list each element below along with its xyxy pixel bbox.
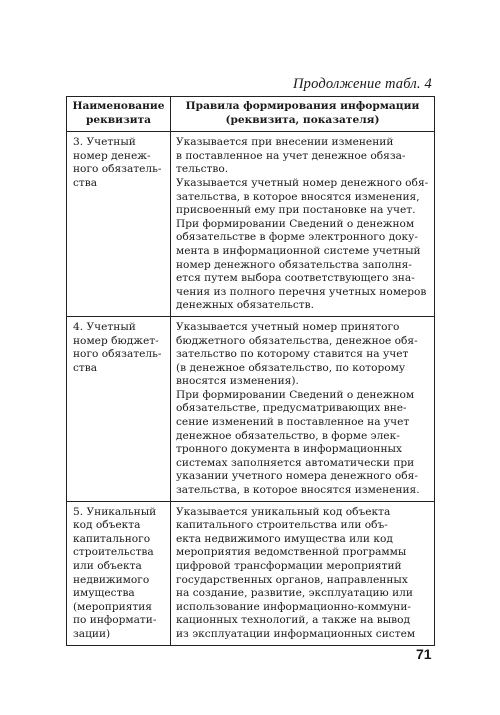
- rule-text-line: (в денежное обязательство, по которому: [176, 361, 406, 374]
- cell-text-line: номер денеж-: [73, 149, 151, 162]
- formation-rules-cell: [171, 316, 435, 501]
- rule-text-line: денежное обязательство, в форме элек-: [176, 429, 400, 442]
- rule-paragraph: [176, 218, 429, 313]
- cell-text-line: зации): [73, 627, 111, 640]
- rule-text-line: При формировании Сведений о денежном: [176, 388, 415, 401]
- page-number: 71: [416, 646, 432, 662]
- rule-text-line: номер денежного обязательства заполня-: [176, 258, 412, 271]
- rule-text-line: Указывается при внесении изменений: [176, 136, 394, 149]
- requisite-name-cell: [67, 316, 171, 501]
- cell-text-line: код объекта: [73, 519, 141, 532]
- rule-text-line: мероприятия ведомственной программы: [176, 546, 407, 559]
- rule-text-line: При формировании Сведений о денежном: [176, 217, 415, 230]
- cell-text-line: (мероприятия: [73, 600, 152, 613]
- cell-text-line: 5. Уникальный: [73, 505, 157, 518]
- rule-text-line: обязательстве в форме электронного доку-: [176, 231, 418, 244]
- cell-text-line: по информати-: [73, 614, 157, 627]
- cell-text-line: реквизита: [85, 113, 152, 126]
- formation-rules-cell: [171, 501, 435, 645]
- rule-paragraph: [176, 321, 429, 389]
- rule-text-line: чения из полного перечня учетных номеров: [176, 285, 427, 298]
- cell-text-line: Наименование: [72, 100, 165, 112]
- cell-text-line: Правила формирования информации: [185, 100, 420, 112]
- cell-text-line: 3. Учетный: [73, 136, 136, 149]
- requisites-table: [66, 96, 435, 646]
- rule-text-line: екта недвижимого имущества или код: [176, 532, 393, 545]
- formation-rules-cell: [171, 132, 435, 317]
- table-row: [67, 132, 435, 317]
- rule-text-line: зательства, в которое вносятся изменения,: [176, 190, 420, 203]
- rule-paragraph: [176, 136, 429, 177]
- rule-text-line: указании учетного номера денежного обя-: [176, 470, 418, 483]
- rule-text-line: сение изменений в поставленное на учет: [176, 416, 410, 429]
- cell-text-line: ного обязатель-: [73, 163, 162, 176]
- rule-text-line: на создание, развитие, эксплуатацию или: [176, 587, 413, 600]
- cell-text-line: ства: [73, 176, 98, 189]
- rule-text-line: системах заполняется автоматически при: [176, 456, 415, 469]
- rule-text-line: кационных технологий, а также на вывод: [176, 614, 411, 627]
- rule-text-line: мента в информационной системе учетный: [176, 244, 421, 257]
- rule-text-line: из эксплуатации информационных систем: [176, 627, 416, 640]
- rule-text-line: вносятся изменения).: [176, 375, 299, 388]
- rule-text-line: капитального строительства или объ-: [176, 519, 388, 532]
- cell-text-line: строительства: [73, 546, 154, 559]
- table-header-row: [67, 97, 435, 132]
- header-requisite-name: [67, 97, 171, 132]
- table-row: [67, 501, 435, 645]
- rule-paragraph: [176, 389, 429, 498]
- cell-text-line: (реквизита, показателя): [225, 113, 380, 126]
- rule-text-line: присвоенный ему при постановке на учет.: [176, 204, 416, 217]
- rule-text-line: Указывается учетный номер принятого: [176, 320, 400, 333]
- rule-text-line: использование информационно-коммуни-: [176, 600, 411, 613]
- cell-text-line: ства: [73, 361, 98, 374]
- rule-text-line: денежных обязательств.: [176, 299, 314, 312]
- table-continuation-caption: Продолжение табл. 4: [292, 76, 432, 92]
- cell-text-line: капитального: [73, 532, 151, 545]
- rule-text-line: тронного документа в информационных: [176, 443, 402, 456]
- requisite-name-cell: [67, 501, 171, 645]
- cell-text-line: недвижимого: [73, 573, 150, 586]
- rule-paragraph: [176, 506, 429, 642]
- cell-text-line: или объекта: [73, 560, 142, 572]
- rule-text-line: зательства, в которое вносятся изменения.: [176, 484, 420, 497]
- rule-paragraph: [176, 177, 429, 218]
- rule-text-line: обязательстве, предусматривающих вне-: [176, 402, 407, 415]
- cell-text-line: имущества: [73, 587, 135, 600]
- rule-text-line: бюджетного обязательства, денежное обя-: [176, 334, 418, 347]
- rule-text-line: цифровой трансформации мероприятий: [176, 560, 402, 572]
- rule-text-line: зательство по которому ставится на учет: [176, 348, 409, 361]
- rule-text-line: Указывается уникальный код объекта: [176, 505, 391, 518]
- table-row: [67, 316, 435, 501]
- header-formation-rules: [171, 97, 435, 132]
- rule-text-line: государственных органов, направленных: [176, 573, 408, 586]
- rule-text-line: ется путем выбора соответствующего зна-: [176, 272, 415, 285]
- rule-text-line: Указывается учетный номер денежного обя-: [176, 176, 429, 189]
- rule-text-line: тельство.: [176, 163, 229, 176]
- cell-text-line: 4. Учетный: [73, 320, 136, 333]
- rule-text-line: в поставленное на учет денежное обяза-: [176, 149, 406, 162]
- cell-text-line: номер бюджет-: [73, 334, 159, 347]
- cell-text-line: ного обязатель-: [73, 348, 162, 361]
- requisite-name-cell: [67, 132, 171, 317]
